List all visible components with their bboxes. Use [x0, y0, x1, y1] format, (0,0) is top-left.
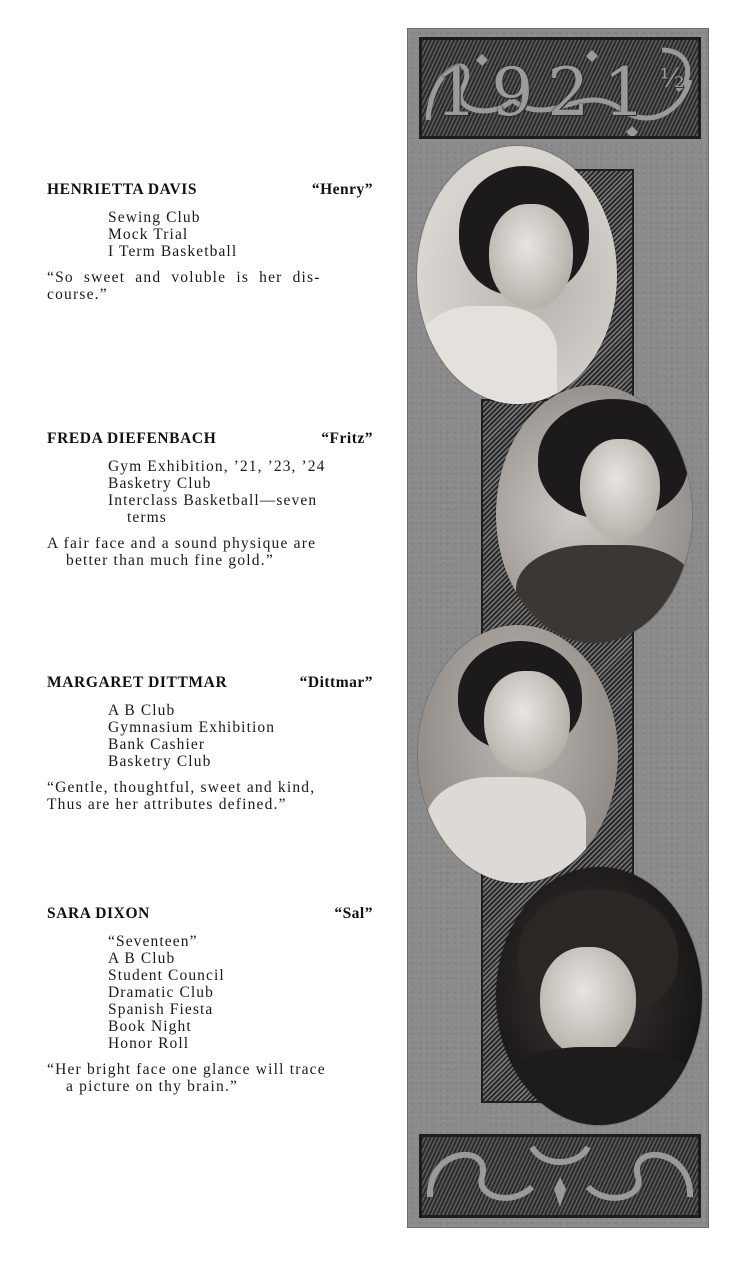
activity-item: Gymnasium Exhibition — [108, 719, 276, 736]
student-quote — [47, 535, 373, 569]
entry-header — [47, 181, 373, 201]
portrait-sara-dixon — [496, 867, 702, 1125]
quote-line: better than much fine gold.” — [66, 552, 274, 569]
acanthus-scroll-icon — [422, 1137, 698, 1215]
student-nickname: “Sal” — [334, 905, 373, 922]
student-entry-sara-dixon — [47, 905, 373, 1095]
entry-header — [47, 905, 373, 925]
quote-line: A fair face and a sound physique are — [47, 535, 317, 552]
student-nickname: “Dittmar” — [299, 674, 373, 691]
activity-item: Interclass Basketball—seven — [108, 492, 318, 509]
activity-item: A B Club — [108, 702, 176, 719]
activity-item: “Seventeen” — [108, 933, 198, 950]
student-nickname: “Henry” — [311, 181, 373, 198]
portrait-panel — [407, 28, 709, 1228]
activity-item: Sewing Club — [108, 209, 201, 226]
activity-item: Gym Exhibition, ’21, ’23, ’24 — [108, 458, 326, 475]
portrait-henrietta-davis — [417, 146, 617, 404]
activity-item: Book Night — [108, 1018, 192, 1035]
student-name: FREDA DIEFENBACH — [47, 430, 217, 447]
student-name: SARA DIXON — [47, 905, 150, 922]
activity-item: Spanish Fiesta — [108, 1001, 214, 1018]
year-title — [422, 54, 698, 131]
student-quote — [47, 1061, 373, 1095]
activities-list — [108, 209, 373, 260]
year-digits: 1921 — [435, 54, 660, 131]
quote-line: Thus are her attributes defined.” — [47, 796, 287, 813]
student-quote — [47, 269, 373, 303]
activity-item: Bank Cashier — [108, 736, 206, 753]
activity-item: terms — [127, 509, 167, 526]
activity-item: Basketry Club — [108, 753, 212, 770]
entry-header — [47, 674, 373, 694]
student-entry-henrietta-davis — [47, 181, 373, 303]
quote-line: “Gentle, thoughtful, sweet and kind, — [47, 779, 316, 796]
quote-line: “So sweet and voluble is her dis- — [47, 269, 321, 286]
activity-item: Honor Roll — [108, 1035, 190, 1052]
activity-item: Mock Trial — [108, 226, 189, 243]
activities-list — [108, 458, 373, 526]
activities-list — [108, 933, 373, 1052]
activities-list — [108, 702, 373, 770]
portrait-margaret-dittmar — [418, 625, 618, 883]
quote-line: “Her bright face one glance will trace — [47, 1061, 326, 1078]
portrait-freda-diefenbach — [496, 385, 692, 643]
student-entry-freda-diefenbach — [47, 430, 373, 569]
year-fraction: ½ — [659, 64, 685, 94]
student-entry-margaret-dittmar — [47, 674, 373, 813]
activity-item: A B Club — [108, 950, 176, 967]
year-ornament — [419, 37, 701, 139]
activity-item: Dramatic Club — [108, 984, 214, 1001]
student-quote — [47, 779, 373, 813]
entry-header — [47, 430, 373, 450]
activity-item: Student Council — [108, 967, 225, 984]
activity-item: I Term Basketball — [108, 243, 238, 260]
student-name: MARGARET DITTMAR — [47, 674, 228, 691]
student-nickname: “Fritz” — [321, 430, 373, 447]
quote-line: course.” — [47, 286, 108, 303]
bottom-ornament — [419, 1134, 701, 1218]
activity-item: Basketry Club — [108, 475, 212, 492]
student-name: HENRIETTA DAVIS — [47, 181, 198, 198]
quote-line: a picture on thy brain.” — [66, 1078, 239, 1095]
